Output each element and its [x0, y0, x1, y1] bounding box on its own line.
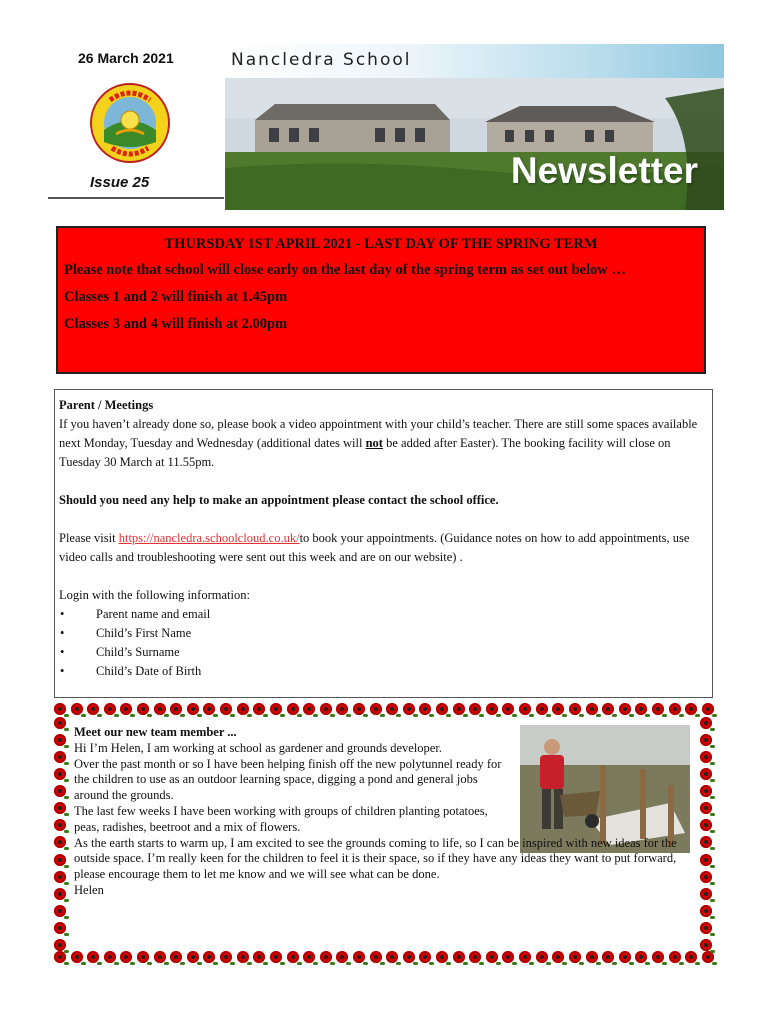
team-planting: The last few weeks I have been working with groups of children planting potatoes, peas, radishes, beetroot and a mix of flowers.	[74, 803, 488, 834]
flower-icon	[469, 951, 481, 963]
flower-icon	[700, 785, 712, 797]
flower-icon	[120, 951, 132, 963]
flower-icon	[87, 703, 99, 715]
flower-icon	[486, 703, 498, 715]
flower-icon	[619, 703, 631, 715]
flower-icon	[270, 951, 282, 963]
flower-icon	[287, 703, 299, 715]
flower-icon	[336, 703, 348, 715]
school-name-bar	[225, 44, 724, 78]
list-item: • Child’s First Name	[59, 624, 699, 643]
flower-icon	[602, 951, 614, 963]
flower-icon	[635, 703, 647, 715]
flower-icon	[54, 734, 66, 746]
list-item: • Child’s Surname	[59, 643, 699, 662]
flower-icon	[253, 951, 265, 963]
flower-icon	[320, 951, 332, 963]
school-logo	[86, 82, 174, 164]
flower-icon	[71, 951, 83, 963]
team-member-section	[54, 703, 714, 965]
team-intro: Hi I’m Helen, I am working at school as gardener and grounds developer.	[74, 740, 442, 755]
flower-icon	[619, 951, 631, 963]
flower-icon	[253, 703, 265, 715]
flower-border-right	[700, 717, 714, 951]
meetings-text-a: If you haven’t already done so, please book a video appointment with your child’s teacher. There are still some spaces available next Monday, Tuesday and Wednesday (additional dates will	[59, 417, 698, 450]
flower-icon	[486, 951, 498, 963]
flower-icon	[54, 819, 66, 831]
flower-icon	[187, 951, 199, 963]
flower-icon	[700, 905, 712, 917]
flower-icon	[469, 703, 481, 715]
flower-icon	[502, 703, 514, 715]
notice-classes-1-2: Classes 1 and 2 will finish at 1.45pm	[64, 289, 288, 305]
flower-icon	[353, 951, 365, 963]
notice-intro: Please note that school will close early on the last day of the spring term as set out below …	[64, 262, 626, 278]
visit-text-a: Please visit	[59, 531, 119, 545]
schoolcloud-link[interactable]: https://nancledra.schoolcloud.co.uk/	[118, 531, 300, 545]
flower-icon	[336, 951, 348, 963]
flower-icon	[71, 703, 83, 715]
term-end-notice	[56, 226, 706, 374]
flower-icon	[586, 703, 598, 715]
flower-icon	[536, 703, 548, 715]
flower-icon	[54, 751, 66, 763]
team-ideas: As the earth starts to warm up, I am excited to see the grounds coming to life, so I can be inspired with new ideas for the outside space. I’m really keen for the children to feel it is their space, so if they have any ideas they want to put forward, please encourage them to let me know and we will see what can be done.	[74, 835, 677, 882]
flower-icon	[87, 951, 99, 963]
flower-icon	[700, 871, 712, 883]
flower-icon	[700, 922, 712, 934]
notice-classes-3-4: Classes 3 and 4 will finish at 2.00pm	[64, 316, 288, 332]
help-note: Should you need any help to make an appointment please contact the school office.	[59, 493, 499, 507]
flower-icon	[54, 836, 66, 848]
flower-icon	[419, 703, 431, 715]
flower-icon	[120, 703, 132, 715]
flower-icon	[700, 854, 712, 866]
list-item: • Parent name and email	[59, 605, 699, 624]
school-name: Nancledra School	[231, 50, 412, 70]
flower-icon	[54, 785, 66, 797]
flower-icon	[702, 703, 714, 715]
flower-icon	[436, 703, 448, 715]
flower-icon	[552, 951, 564, 963]
flower-icon	[170, 703, 182, 715]
flower-icon	[54, 871, 66, 883]
flower-icon	[403, 703, 415, 715]
flower-icon	[220, 951, 232, 963]
flower-border-bottom	[54, 951, 714, 965]
list-item: • Child’s Date of Birth	[59, 662, 699, 681]
flower-icon	[386, 951, 398, 963]
flower-icon	[700, 888, 712, 900]
flower-icon	[320, 703, 332, 715]
flower-border-left	[54, 717, 68, 951]
flower-icon	[700, 939, 712, 951]
flower-icon	[137, 951, 149, 963]
meetings-title: Parent / Meetings	[59, 398, 154, 412]
flower-icon	[203, 951, 215, 963]
visit-text-b: to book your appointments. (Guidance notes on how to add appointments, use video calls and troubleshooting were sent out this week and are on our website) .	[59, 531, 690, 564]
flower-icon	[54, 703, 66, 715]
flower-icon	[685, 703, 697, 715]
meetings-text-b: be added after Easter). The booking facility will close on Tuesday 30 March at 11.55pm.	[59, 436, 671, 469]
flower-icon	[519, 703, 531, 715]
flower-icon	[436, 951, 448, 963]
flower-icon	[569, 951, 581, 963]
flower-icon	[154, 951, 166, 963]
flower-icon	[669, 951, 681, 963]
flower-icon	[303, 703, 315, 715]
newsletter-title: Newsletter	[510, 150, 698, 191]
team-polytunnel: Over the past month or so I have been helping finish off the new polytunnel ready for the children to use as an outdoor learning space, digging a pond and general jobs around the grounds.	[74, 756, 502, 803]
flower-icon	[700, 819, 712, 831]
not-emphasis: not	[365, 436, 383, 450]
flower-border-top	[54, 703, 714, 717]
flower-icon	[700, 751, 712, 763]
issue-number: Issue 25	[90, 174, 150, 191]
flower-icon	[54, 802, 66, 814]
flower-icon	[700, 717, 712, 729]
flower-icon	[453, 951, 465, 963]
flower-icon	[54, 768, 66, 780]
team-title: Meet our new team member ...	[74, 725, 237, 739]
flower-icon	[652, 703, 664, 715]
flower-icon	[353, 703, 365, 715]
newsletter-date: 26 March 2021	[78, 50, 174, 66]
header-divider	[48, 197, 224, 199]
team-signature: Helen	[74, 882, 104, 897]
flower-icon	[54, 854, 66, 866]
flower-icon	[652, 951, 664, 963]
flower-icon	[700, 768, 712, 780]
visit-paragraph	[59, 529, 699, 567]
flower-icon	[536, 951, 548, 963]
flower-icon	[700, 802, 712, 814]
flower-icon	[237, 703, 249, 715]
flower-icon	[700, 836, 712, 848]
flower-icon	[370, 703, 382, 715]
flower-icon	[104, 951, 116, 963]
flower-icon	[170, 951, 182, 963]
header-banner	[225, 44, 724, 210]
flower-icon	[519, 951, 531, 963]
flower-icon	[237, 951, 249, 963]
flower-icon	[54, 905, 66, 917]
flower-icon	[303, 951, 315, 963]
flower-icon	[370, 951, 382, 963]
flower-icon	[154, 703, 166, 715]
flower-icon	[54, 888, 66, 900]
flower-icon	[502, 951, 514, 963]
flower-icon	[386, 703, 398, 715]
flower-icon	[270, 703, 282, 715]
flower-icon	[552, 703, 564, 715]
flower-icon	[220, 703, 232, 715]
flower-icon	[700, 734, 712, 746]
notice-heading: THURSDAY 1ST APRIL 2021 - LAST DAY OF THE SPRING TERM	[164, 236, 598, 252]
flower-icon	[419, 951, 431, 963]
parent-meetings-section	[54, 389, 713, 698]
flower-icon	[187, 703, 199, 715]
flower-icon	[403, 951, 415, 963]
flower-icon	[635, 951, 647, 963]
login-list	[59, 605, 699, 681]
flower-icon	[453, 703, 465, 715]
flower-icon	[54, 922, 66, 934]
flower-icon	[54, 939, 66, 951]
flower-icon	[137, 703, 149, 715]
flower-icon	[104, 703, 116, 715]
flower-icon	[287, 951, 299, 963]
flower-icon	[586, 951, 598, 963]
flower-icon	[685, 951, 697, 963]
meetings-paragraph	[59, 415, 699, 472]
flower-icon	[203, 703, 215, 715]
flower-icon	[602, 703, 614, 715]
flower-icon	[669, 703, 681, 715]
flower-icon	[569, 703, 581, 715]
login-intro: Login with the following information:	[59, 588, 250, 602]
flower-icon	[54, 717, 66, 729]
